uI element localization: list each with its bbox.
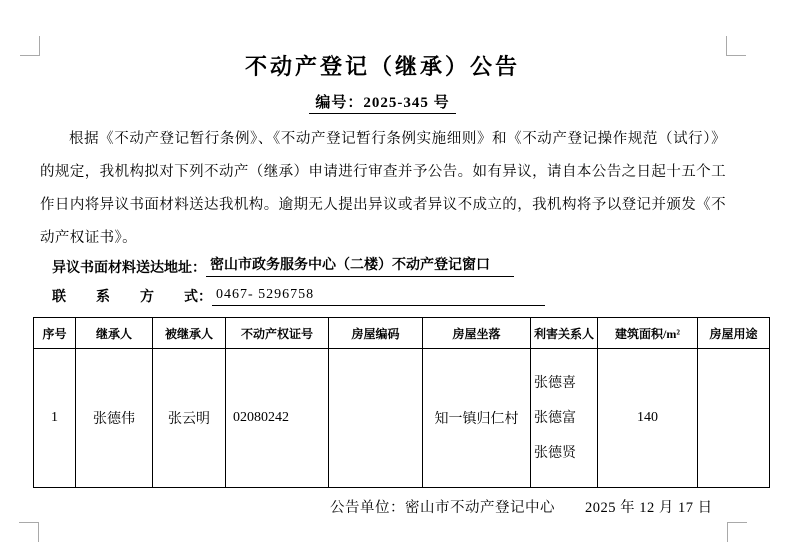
inheritance-announcement-table — [33, 317, 770, 488]
crop-mark-bottom-left — [19, 522, 39, 542]
header-decedent: 被继承人 — [153, 318, 226, 349]
announcing-unit-and-date: 公告单位：密山市不动产登记中心 2025 年 12 月 17 日 — [330, 500, 713, 516]
cell-stakeholders — [531, 349, 598, 488]
stakeholder-name: 张德富 — [534, 410, 576, 426]
contact-colon: ： — [198, 290, 212, 305]
contact-line — [52, 286, 545, 306]
cell-decedent: 张云明 — [153, 349, 226, 488]
header-stakeholders: 利害关系人 — [531, 318, 598, 349]
header-house-code: 房屋编码 — [329, 318, 423, 349]
objection-address-label: 异议书面材料送达地址： — [52, 261, 206, 276]
doc-number-line — [39, 91, 726, 112]
crop-mark-bottom-right — [727, 522, 747, 542]
objection-address-value: 密山市政务服务中心（二楼）不动产登记窗口 — [206, 254, 514, 277]
stakeholder-name: 张德喜 — [534, 375, 576, 391]
header-usage: 房屋用途 — [698, 318, 770, 349]
stakeholder-name: 张德贤 — [534, 445, 576, 461]
contact-label: 联系方式 — [52, 290, 198, 305]
cell-location: 知一镇归仁村 — [423, 349, 531, 488]
page-title: 不动产登记（继承）公告 — [244, 54, 520, 79]
crop-mark-top-right — [726, 36, 746, 56]
header-heir: 继承人 — [76, 318, 153, 349]
announcement-body-text: 根据《不动产登记暂行条例》、《不动产登记暂行条例实施细则》和《不动产登记操作规范（试行）》的规定，我机构拟对下列不动产（继承）申请进行审查并予公告。如有异议，请自本公告之日起十五个工作日内将异议书面材料送达我机构。逾期无人提出异议或者异议不成立的，我机构将予以登记并颁发《不动产权证书》。 — [40, 131, 726, 246]
objection-address-line — [52, 254, 514, 277]
cell-usage — [698, 349, 770, 488]
cell-house-code — [329, 349, 423, 488]
doc-number-value: 编号：2025-345 号 — [309, 95, 455, 114]
crop-mark-top-left — [20, 36, 40, 56]
table-row — [34, 349, 770, 488]
header-location: 房屋坐落 — [423, 318, 531, 349]
contact-phone-value: 0467- 5296758 — [212, 287, 545, 306]
cell-seq: 1 — [34, 349, 76, 488]
cell-area: 140 — [598, 349, 698, 488]
header-cert-no: 不动产权证号 — [226, 318, 329, 349]
header-area: 建筑面积/m² — [598, 318, 698, 349]
table-header-row — [34, 318, 770, 349]
cell-cert-no: 02080242 — [226, 349, 329, 488]
cell-heir: 张德伟 — [76, 349, 153, 488]
header-seq: 序号 — [34, 318, 76, 349]
